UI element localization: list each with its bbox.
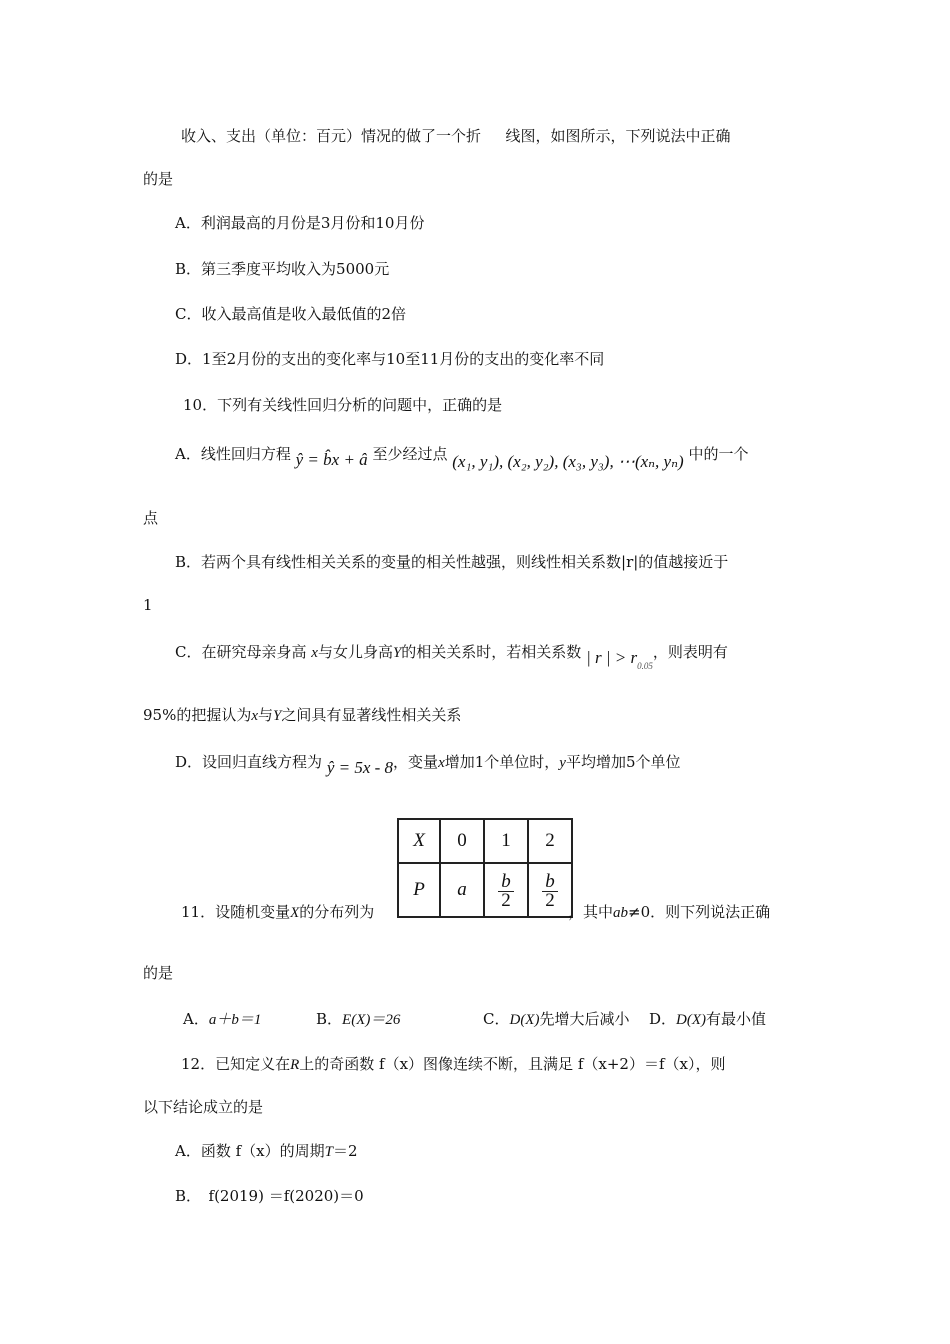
q10-c2-prefix: 95%的把握认为 [143, 706, 252, 724]
q11-stem-prefix [181, 901, 374, 924]
q10-c-suffix: ，则表明有 [652, 643, 728, 661]
intro-line-1: 收入、支出（单位：百元）情况的做了一个折 线图，如图所示，下列说法中正确 [181, 127, 731, 145]
fraction-numerator: b [501, 870, 511, 892]
table-cell: P [398, 863, 440, 917]
q10-a-suffix: 中的一个 [688, 445, 749, 463]
q10-option-c [175, 641, 728, 671]
q10-a-prefix: A．线性回归方程 [175, 445, 291, 463]
fraction-numerator: b [545, 870, 555, 892]
q11-option-a-label: A． [183, 1010, 209, 1028]
q10-stem: 10．下列有关线性回归分析的问题中，正确的是 [183, 396, 503, 414]
table-cell: 2 [528, 819, 572, 863]
q10-c2-suffix: 之间具有显著线性相关关系 [281, 706, 462, 724]
q11-option-d [649, 1008, 766, 1031]
q10-a-middle: 至少经过点 [372, 445, 448, 463]
q10-c-text-1: 与女儿身高 [317, 643, 393, 661]
q11-option-d-expr: D(X) [676, 1012, 707, 1028]
q11-option-c-expr: D(X) [509, 1012, 540, 1028]
q10-c-subscript: 0.05 [637, 661, 653, 671]
q11-options [183, 1008, 261, 1031]
q10-option-d [175, 751, 681, 777]
table-cell: 0 [440, 819, 484, 863]
q11-option-c-label: C． [483, 1010, 510, 1028]
q10-option-b-line-1: B．若两个具有线性相关关系的变量的相关性越强，则线性相关系数|r|的值越接近于 [175, 553, 729, 571]
q10-c-text-2: 的相关关系时，若相关系数 [401, 643, 582, 661]
q10-d-equation: ŷ = 5x - 8 [326, 758, 394, 777]
q12-a-suffix: ＝2 [332, 1142, 358, 1160]
fraction [542, 870, 558, 911]
table-cell: 1 [484, 819, 528, 863]
q10-d-prefix: D．设回归直线方程为 [175, 753, 323, 771]
q10-c-inequality [586, 648, 653, 671]
q11-option-c-text: 先增大后减小 [539, 1010, 630, 1028]
fraction-denominator: 2 [545, 889, 555, 911]
q10-a-points: (x₁, y₁), (x₂, y₂), (x₃, y₃), ⋯(xₙ, yₙ) [452, 452, 684, 471]
q11-prefix: 11．设随机变量 [181, 903, 291, 921]
q11-option-b-label: B． [316, 1010, 343, 1028]
q10-d-var-y: y [559, 755, 566, 771]
q10-a-continuation: 点 [143, 509, 159, 527]
q10-d-var-x: x [438, 755, 445, 771]
q9-option-d: D．1至2月份的支出的变化率与10至11月份的支出的变化率不同 [175, 350, 605, 368]
q9-option-b: B．第三季度平均收入为5000元 [175, 260, 390, 278]
q12-stem-line-1 [181, 1053, 725, 1076]
q11-option-c [483, 1008, 630, 1031]
q12-suffix: 上的奇函数 f（x）图像连续不断，且满足 f（x+2）＝f（x），则 [299, 1055, 726, 1073]
q12-prefix: 12．已知定义在 [181, 1055, 291, 1073]
q12-a-var-t: T [324, 1144, 333, 1160]
q11-var-x: X [290, 905, 300, 921]
table-row [398, 819, 572, 863]
q12-option-a [175, 1140, 358, 1163]
q12-a-prefix: A．函数 f（x）的周期 [175, 1142, 325, 1160]
distribution-table [397, 818, 573, 918]
q10-c-var-y: Y [392, 645, 402, 661]
table-cell: a [440, 863, 484, 917]
q11-stem-suffix [568, 901, 770, 924]
q10-c-prefix: C．在研究母亲身高 [175, 643, 307, 661]
q11-option-d-label: D． [649, 1010, 677, 1028]
q10-option-c-line-2 [143, 704, 461, 727]
q10-c2-var-y: Y [273, 708, 282, 724]
q11-option-b-expr: E(X)＝26 [342, 1012, 401, 1028]
intro-line-2: 的是 [143, 170, 174, 188]
table-cell [528, 863, 572, 917]
q9-option-c: C．收入最高值是收入最低值的2倍 [175, 305, 407, 323]
q9-option-a: A．利润最高的月份是3月份和10月份 [175, 214, 425, 232]
q11-suffix-1: ，其中 [568, 903, 614, 921]
q11-option-a-expr: a＋b＝1 [208, 1012, 262, 1028]
q10-c2-text: 与 [258, 706, 274, 724]
q11-text: 的分布列为 [299, 903, 375, 921]
table-row [398, 863, 572, 917]
q10-c2-var-x: x [251, 708, 259, 724]
q11-option-d-text: 有最小值 [706, 1010, 767, 1028]
q10-option-a [175, 443, 749, 471]
q12-var-r: R [290, 1057, 300, 1073]
q10-c-inequality-text: | r | > r [586, 648, 638, 667]
q11-suffix-2: ≠0．则下列说法正确 [628, 903, 771, 921]
table-cell [484, 863, 528, 917]
q12-stem-line-2: 以下结论成立的是 [143, 1098, 264, 1116]
fraction [498, 870, 514, 911]
q10-c-var-x: x [311, 645, 318, 661]
table-cell: X [398, 819, 440, 863]
q11-option-b [316, 1008, 400, 1031]
fraction-denominator: 2 [501, 889, 511, 911]
q11-var-ab: ab [613, 905, 629, 921]
q11-stem-line-2: 的是 [143, 964, 174, 982]
q10-a-equation: ŷ = b̂x + â [295, 450, 368, 469]
q10-option-b-line-2: 1 [143, 596, 153, 614]
q10-d-suffix: 平均增加5个单位 [565, 753, 681, 771]
q12-option-b: B． f(2019) ＝f(2020)＝0 [175, 1187, 364, 1205]
q10-d-text-2: 增加1个单位时， [444, 753, 560, 771]
q10-d-text-1: ，变量 [393, 753, 439, 771]
